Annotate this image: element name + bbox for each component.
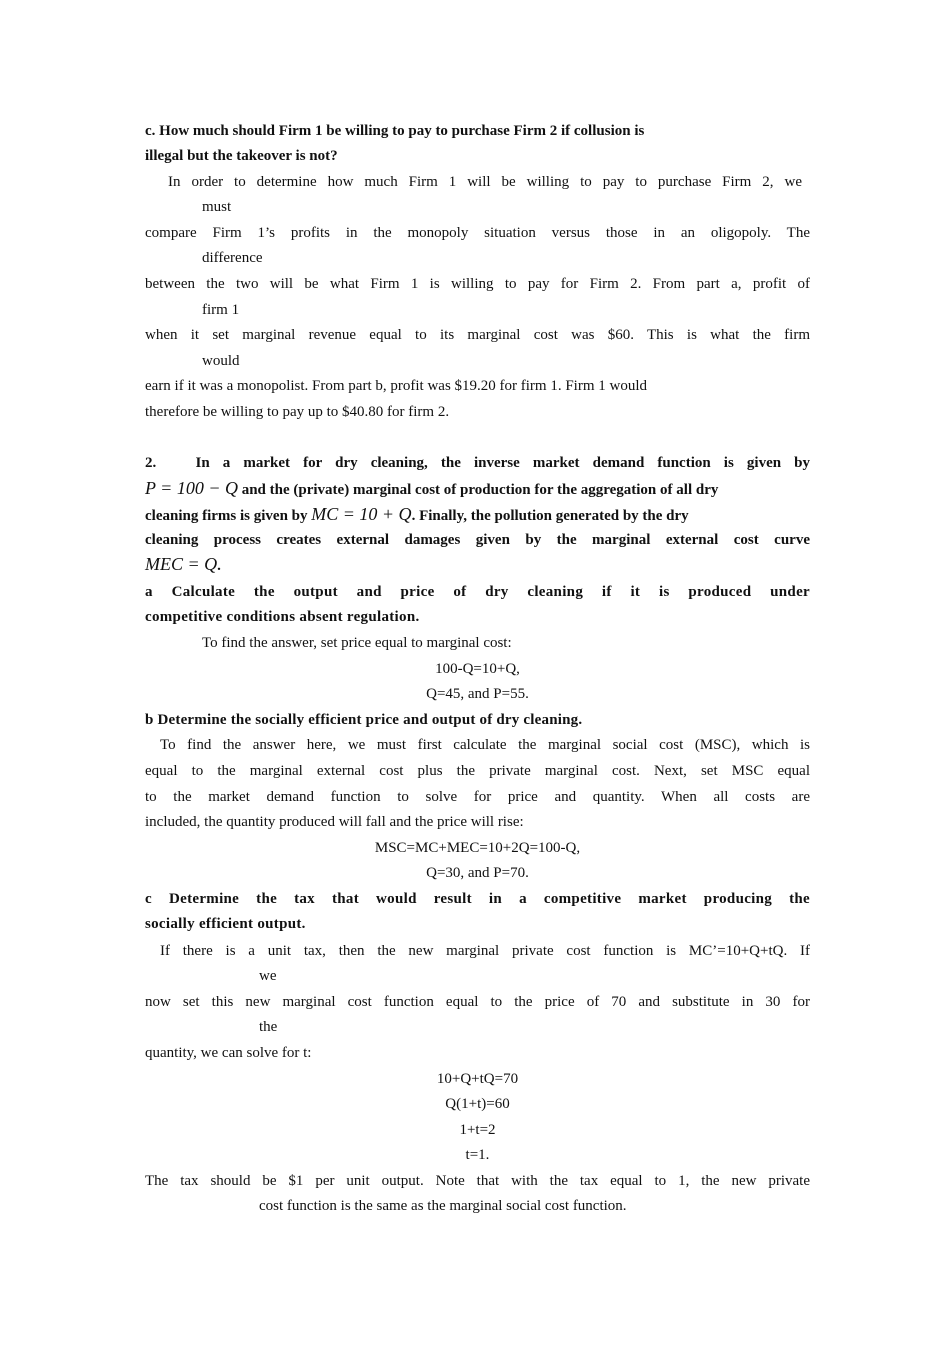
q1c-body-line-4: difference	[202, 250, 263, 266]
q2c-equation-3: 1+t=2	[459, 1122, 496, 1138]
q2-number: 2.	[145, 455, 157, 471]
q2c-body-line-1: If there is a unit tax, then the new marginal private cost function is MC’=10+Q+tQ. If	[160, 943, 810, 959]
q2c-equation-4: t=1.	[465, 1147, 490, 1163]
q2-text-2: and the (private) marginal cost of production for the aggregation of all dry	[241, 482, 719, 498]
q2c-equation-1: 10+Q+tQ=70	[436, 1071, 519, 1087]
q1c-body-line-2: must	[202, 199, 232, 215]
q2b-heading: b Determine the socially efficient price and output of dry cleaning.	[145, 712, 583, 728]
q2-statement-line-5	[145, 554, 810, 576]
q2c-body-line-5: quantity, we can solve for t:	[145, 1045, 312, 1061]
q2c-body-line-3: now set this new marginal cost function equal to the price of 70 and substitute in 30 for	[145, 994, 810, 1010]
q1c-body-line-6: firm 1	[202, 302, 240, 318]
q1c-heading-line-2: illegal but the takeover is not?	[145, 148, 338, 164]
q1c-body-line-9: earn if it was a monopolist. From part b, profit was $19.20 for firm 1. Firm 1 would	[145, 378, 648, 394]
q1c-body-line-1: In order to determine how much Firm 1 will be willing to pay to purchase Firm 2, we	[168, 174, 802, 190]
q2c-equation-2: Q(1+t)=60	[445, 1096, 510, 1112]
q2-text-4: . Finally, the pollution generated by the dry	[411, 508, 689, 524]
q2-statement-line-4: cleaning process creates external damages given by the marginal external cost curve	[145, 532, 810, 548]
q1c-body-line-10: therefore be willing to pay up to $40.80 for firm 2.	[145, 404, 450, 420]
q2b-equation-2: Q=30, and P=70.	[426, 865, 529, 881]
q2a-equation-1: 100-Q=10+Q,	[435, 661, 520, 677]
q2a-heading-line-1: a Calculate the output and price of dry cleaning if it is produced under	[145, 584, 810, 600]
q2b-equation-1: MSC=MC+MEC=10+2Q=100-Q,	[374, 840, 581, 856]
q1c-body-line-5: between the two will be what Firm 1 is willing to pay for Firm 2. From part a, profit of	[145, 276, 810, 292]
q2c-conclusion-line-1: The tax should be $1 per unit output. Note that with the tax equal to 1, the new private	[145, 1173, 810, 1189]
demand-equation: P = 100 − Q	[145, 478, 238, 498]
q2a-equation-2: Q=45, and P=55.	[426, 686, 529, 702]
q1c-body-line-8: would	[202, 353, 240, 369]
mec-equation: MEC = Q	[145, 554, 218, 574]
q1c-body-line-7: when it set marginal revenue equal to its marginal cost was $60. This is what the firm	[145, 327, 810, 343]
q2a-body: To find the answer, set price equal to marginal cost:	[202, 635, 512, 651]
q2-statement-line-3	[145, 504, 810, 526]
q2-statement-line-1	[145, 453, 810, 473]
q2c-body-line-4: the	[259, 1019, 278, 1035]
q2-statement-line-2	[145, 478, 810, 500]
q2b-body-line-1: To find the answer here, we must first calculate the marginal social cost (MSC), which is	[160, 737, 810, 753]
q2a-heading-line-2: competitive conditions absent regulation.	[145, 609, 420, 625]
q2b-body-line-2: equal to the marginal external cost plus the private marginal cost. Next, set MSC equal	[145, 763, 810, 779]
q2-text-6: .	[217, 558, 221, 574]
q2-text-3: cleaning firms is given by	[145, 508, 308, 524]
q2b-body-line-3: to the market demand function to solve for price and quantity. When all costs are	[145, 789, 810, 805]
mc-equation: MC = 10 + Q	[311, 504, 412, 524]
q2c-heading-line-1: c Determine the tax that would result in a competitive market producing the	[145, 891, 810, 907]
q2b-body-line-4: included, the quantity produced will fall and the price will rise:	[145, 814, 524, 830]
q2c-conclusion-line-2: cost function is the same as the marginal social cost function.	[259, 1198, 627, 1214]
q1c-heading-line-1: c. How much should Firm 1 be willing to pay to purchase Firm 2 if collusion is	[145, 123, 645, 139]
q2-text-1: In a market for dry cleaning, the inverse market demand function is given by	[195, 455, 811, 471]
q2c-heading-line-2: socially efficient output.	[145, 916, 306, 932]
q1c-body-line-3: compare Firm 1’s profits in the monopoly situation versus those in an oligopoly. The	[145, 225, 810, 241]
q2c-body-line-2: we	[259, 968, 277, 984]
